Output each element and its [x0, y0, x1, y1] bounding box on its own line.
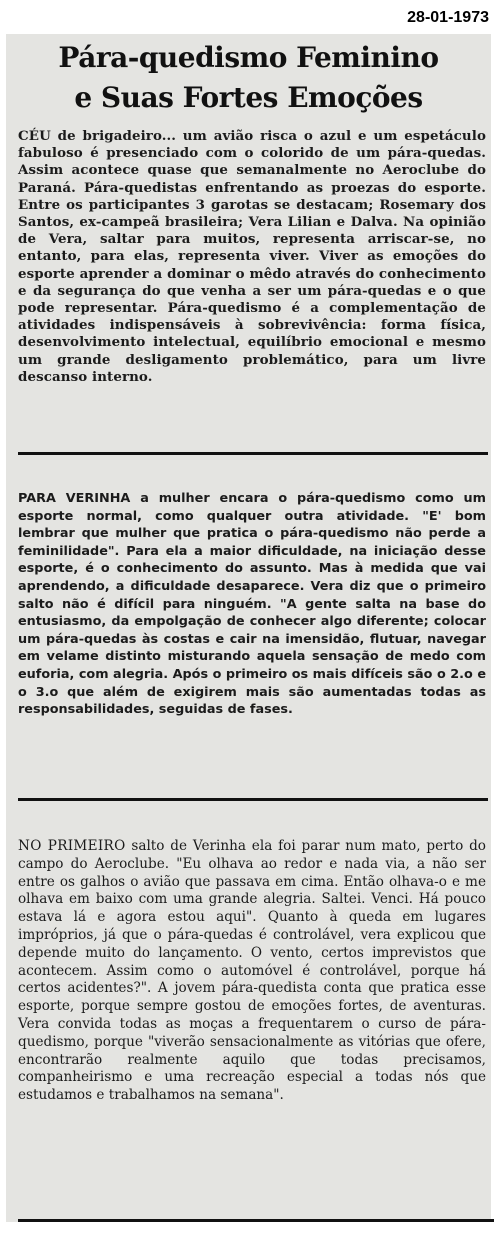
paragraph-2-body: a mulher encara o pára-quedismo como um esporte normal, como qualquer outra atividade. "E' bom lembrar que mulher que pratica o pára-quedismo não perde a feminilidade". Para ela a maior dificuldade, na iniciação desse esporte, é o conhecimento do assunto. Mas à medida que vai aprendendo, a dificuldade desaparece. Vera diz que o primeiro salto não é difícil para ninguém. "A gente salta na base do entusiasmo, da empolgação de conhecer algo diferente; colocar um pára-quedas às costas e cair na imensidão, flutuar, navegar em velame distinto misturando aquela sensação de medo com euforia, com alegria. Após o primeiro os mais difíceis são o 2.o e o 3.o que além de exigirem mais são aumentadas todas as responsabilidades, seguidas de fases.: [18, 491, 486, 718]
paragraph-3-body: salto de Verinha ela foi parar num mato, perto do campo do Aeroclube. "Eu olhava ao redor e nada via, a não ser entre os galhos o avião que passava em cima. Então olhava-o e me olhava em baixo com uma grande alegria. Saltei. Venci. Há pouco estava lá e agora estou aqui". Quanto à queda em lugares impróprios, já que o pára-quedas é controlável, vera explicou que depende muito do lançamento. O vento, certos imprevistos que acontecem. Assim como o automóvel é controlável, porque há certos acidentes?". A jovem pára-quedista conta que pratica esse esporte, porque sempre gostou de emoções fortes, de aventuras. Vera convida todas as moças a frequentarem o curso de pára-quedismo, porque "viverão sensacionalmente as vitórias que ofere, encontrarão realmente aquilo que todas precisamos, companheirismo e uma recreação especial a todas nós que estudamos e trabalhamos na semana".: [18, 838, 486, 1104]
paragraph-3-lead: NO PRIMEIRO: [18, 838, 126, 854]
clipping-date: 28-01-1973: [407, 9, 489, 26]
headline-line-2: e Suas Fortes Emoções: [74, 81, 423, 114]
paragraph-1: [18, 128, 486, 386]
paragraph-2: [18, 490, 486, 719]
headline-line-1: Pára-quedismo Feminino: [58, 41, 439, 74]
paragraph-1-body: um avião risca o azul e um espetáculo fabuloso é presenciado com o colorido de um pára-quedas. Assim acontece quase que semanalmente no Aeroclube do Paraná. Pára-quedistas enfrentando as proezas do esporte. Entre os participantes 3 garotas se destacam; Rosemary dos Santos, ex-campeã brasileira; Vera Lilian e Dalva. Na opinião de Vera, saltar para muitos, representa arriscar-se, no entanto, para elas, representa viver. Viver as emoções do esporte aprender a dominar o mêdo através do conhecimento e da segurança do que venha a ser um pára-quedas e o que pode representar. Pára-quedismo é a complementação de atividades indispensáveis à sobrevivência: forma física, desenvolvimento intelectual, equilíbrio emocional e mesmo um grande desligamento problemático, para um livre descanso interno.: [18, 128, 486, 385]
headline: [6, 38, 491, 118]
paragraph-1-lead: CÉU de brigadeiro...: [18, 128, 177, 144]
paragraph-2-lead: PARA VERINHA: [18, 491, 131, 506]
paragraph-3: [18, 838, 486, 1105]
divider-rule-3: [18, 1219, 494, 1222]
divider-rule-1: [18, 452, 488, 455]
divider-rule-2: [18, 798, 488, 801]
